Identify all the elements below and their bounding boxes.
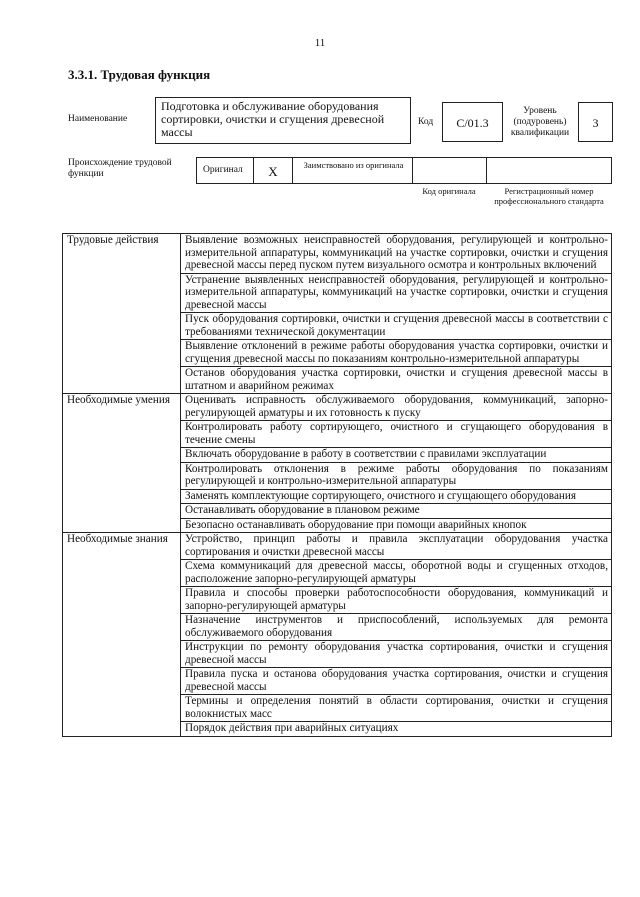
original-label: Оригинал [203,165,243,175]
group-title: Трудовые действия [63,234,181,394]
item-text: Назначение инструментов и приспособлений, используемых для ремонта обслуживаемого оборудования [181,614,612,641]
table-row [63,394,612,421]
name-label: Наименование [68,114,128,124]
item-text: Устройство, принцип работы и правила эксплуатации оборудования участка сортирования и очистки древесной массы [181,533,612,560]
borrowed-label: Заимствовано из оригинала [303,160,404,170]
item-text: Безопасно останавливать оборудование при помощи аварийных кнопок [181,518,612,533]
original-mark-cell [253,157,293,184]
function-table [62,233,612,737]
code-label: Код [418,117,434,127]
group-title: Необходимые знания [63,533,181,737]
item-text: Контролировать отклонения в режиме работы оборудования по показаниям регулирующей и контрольно-измерительной аппаратуры [181,462,612,489]
section-title: 3.3.1. Трудовая функция [68,67,211,82]
original-cell [196,157,254,184]
item-text: Выявление отклонений в режиме работы оборудования участка сортировки, очистки и сгущения древесной массы по показаниям контрольно-измерительной аппаратуры [181,340,612,367]
level-value: 3 [592,116,599,130]
item-text: Останов оборудования участка сортировки, очистки и сгущения древесной массы в штатном и аварийном режимах [181,367,612,394]
reg-caption: Регистрационный номер профессионального стандарта [494,186,604,206]
table-row [63,533,612,560]
item-text: Пуск оборудования сортировки, очистки и сгущения древесной массы в соответствии с требованиями технической документации [181,313,612,340]
code-box [442,102,503,142]
item-text: Устранение выявленных неисправностей оборудования, регулирующей и контрольно-измерительной аппаратуры, коммуникаций на участке сортировки, очистки и сгущения древесной массы [181,273,612,313]
item-text: Заменять комплектующие сортирующего, очистного и сгущающего оборудования [181,489,612,504]
origin-label: Происхождение трудовой функции [68,158,172,179]
reg-number-cell [486,157,612,184]
origin-code-cell [412,157,487,184]
item-text: Термины и определения понятий в области сортирования, очистки и сгущения волокнистых масс [181,695,612,722]
code-value: С/01.3 [456,116,489,130]
function-name-box [155,97,411,144]
item-text: Включать оборудование в работу в соответствии с правилами эксплуатации [181,448,612,463]
item-text: Правила и способы проверки работоспособности оборудования, коммуникаций и запорно-регулирующей арматуры [181,587,612,614]
level-box [578,102,613,142]
item-text: Оценивать исправность обслуживаемого оборудования, коммуникаций, запорно-регулирующей арматуры и их готовность к пуску [181,394,612,421]
item-text: Схема коммуникаций для древесной массы, оборотной воды и сгущенных отходов, расположение запорно-регулирующей арматуры [181,560,612,587]
item-text: Правила пуска и останова оборудования участка сортирования, очистки и сгущения древесной массы [181,668,612,695]
original-mark: X [268,164,278,179]
table-row [63,234,612,274]
item-text: Контролировать работу сортирующего, очистного и сгущающего оборудования в течение смены [181,421,612,448]
item-text: Выявление возможных неисправностей оборудования, регулирующей и контрольно-измерительной аппаратуры, коммуникаций на участке сортировки, очистки и сгущения древесной массы перед пуском путем визуального осмотра и контрольных включений [181,234,612,274]
item-text: Останавливать оборудование в плановом режиме [181,504,612,519]
function-name: Подготовка и обслуживание оборудования сортировки, очистки и сгущения древесной массы [161,99,385,139]
code-caption: Код оригинала [422,186,476,196]
borrowed-cell [292,157,413,184]
page-number: 11 [314,37,326,49]
item-text: Порядок действия при аварийных ситуациях [181,722,612,737]
group-title: Необходимые умения [63,394,181,533]
item-text: Инструкции по ремонту оборудования участка сортирования, очистки и сгущения древесной массы [181,641,612,668]
level-label: Уровень (подуровень) квалификации [510,106,570,138]
